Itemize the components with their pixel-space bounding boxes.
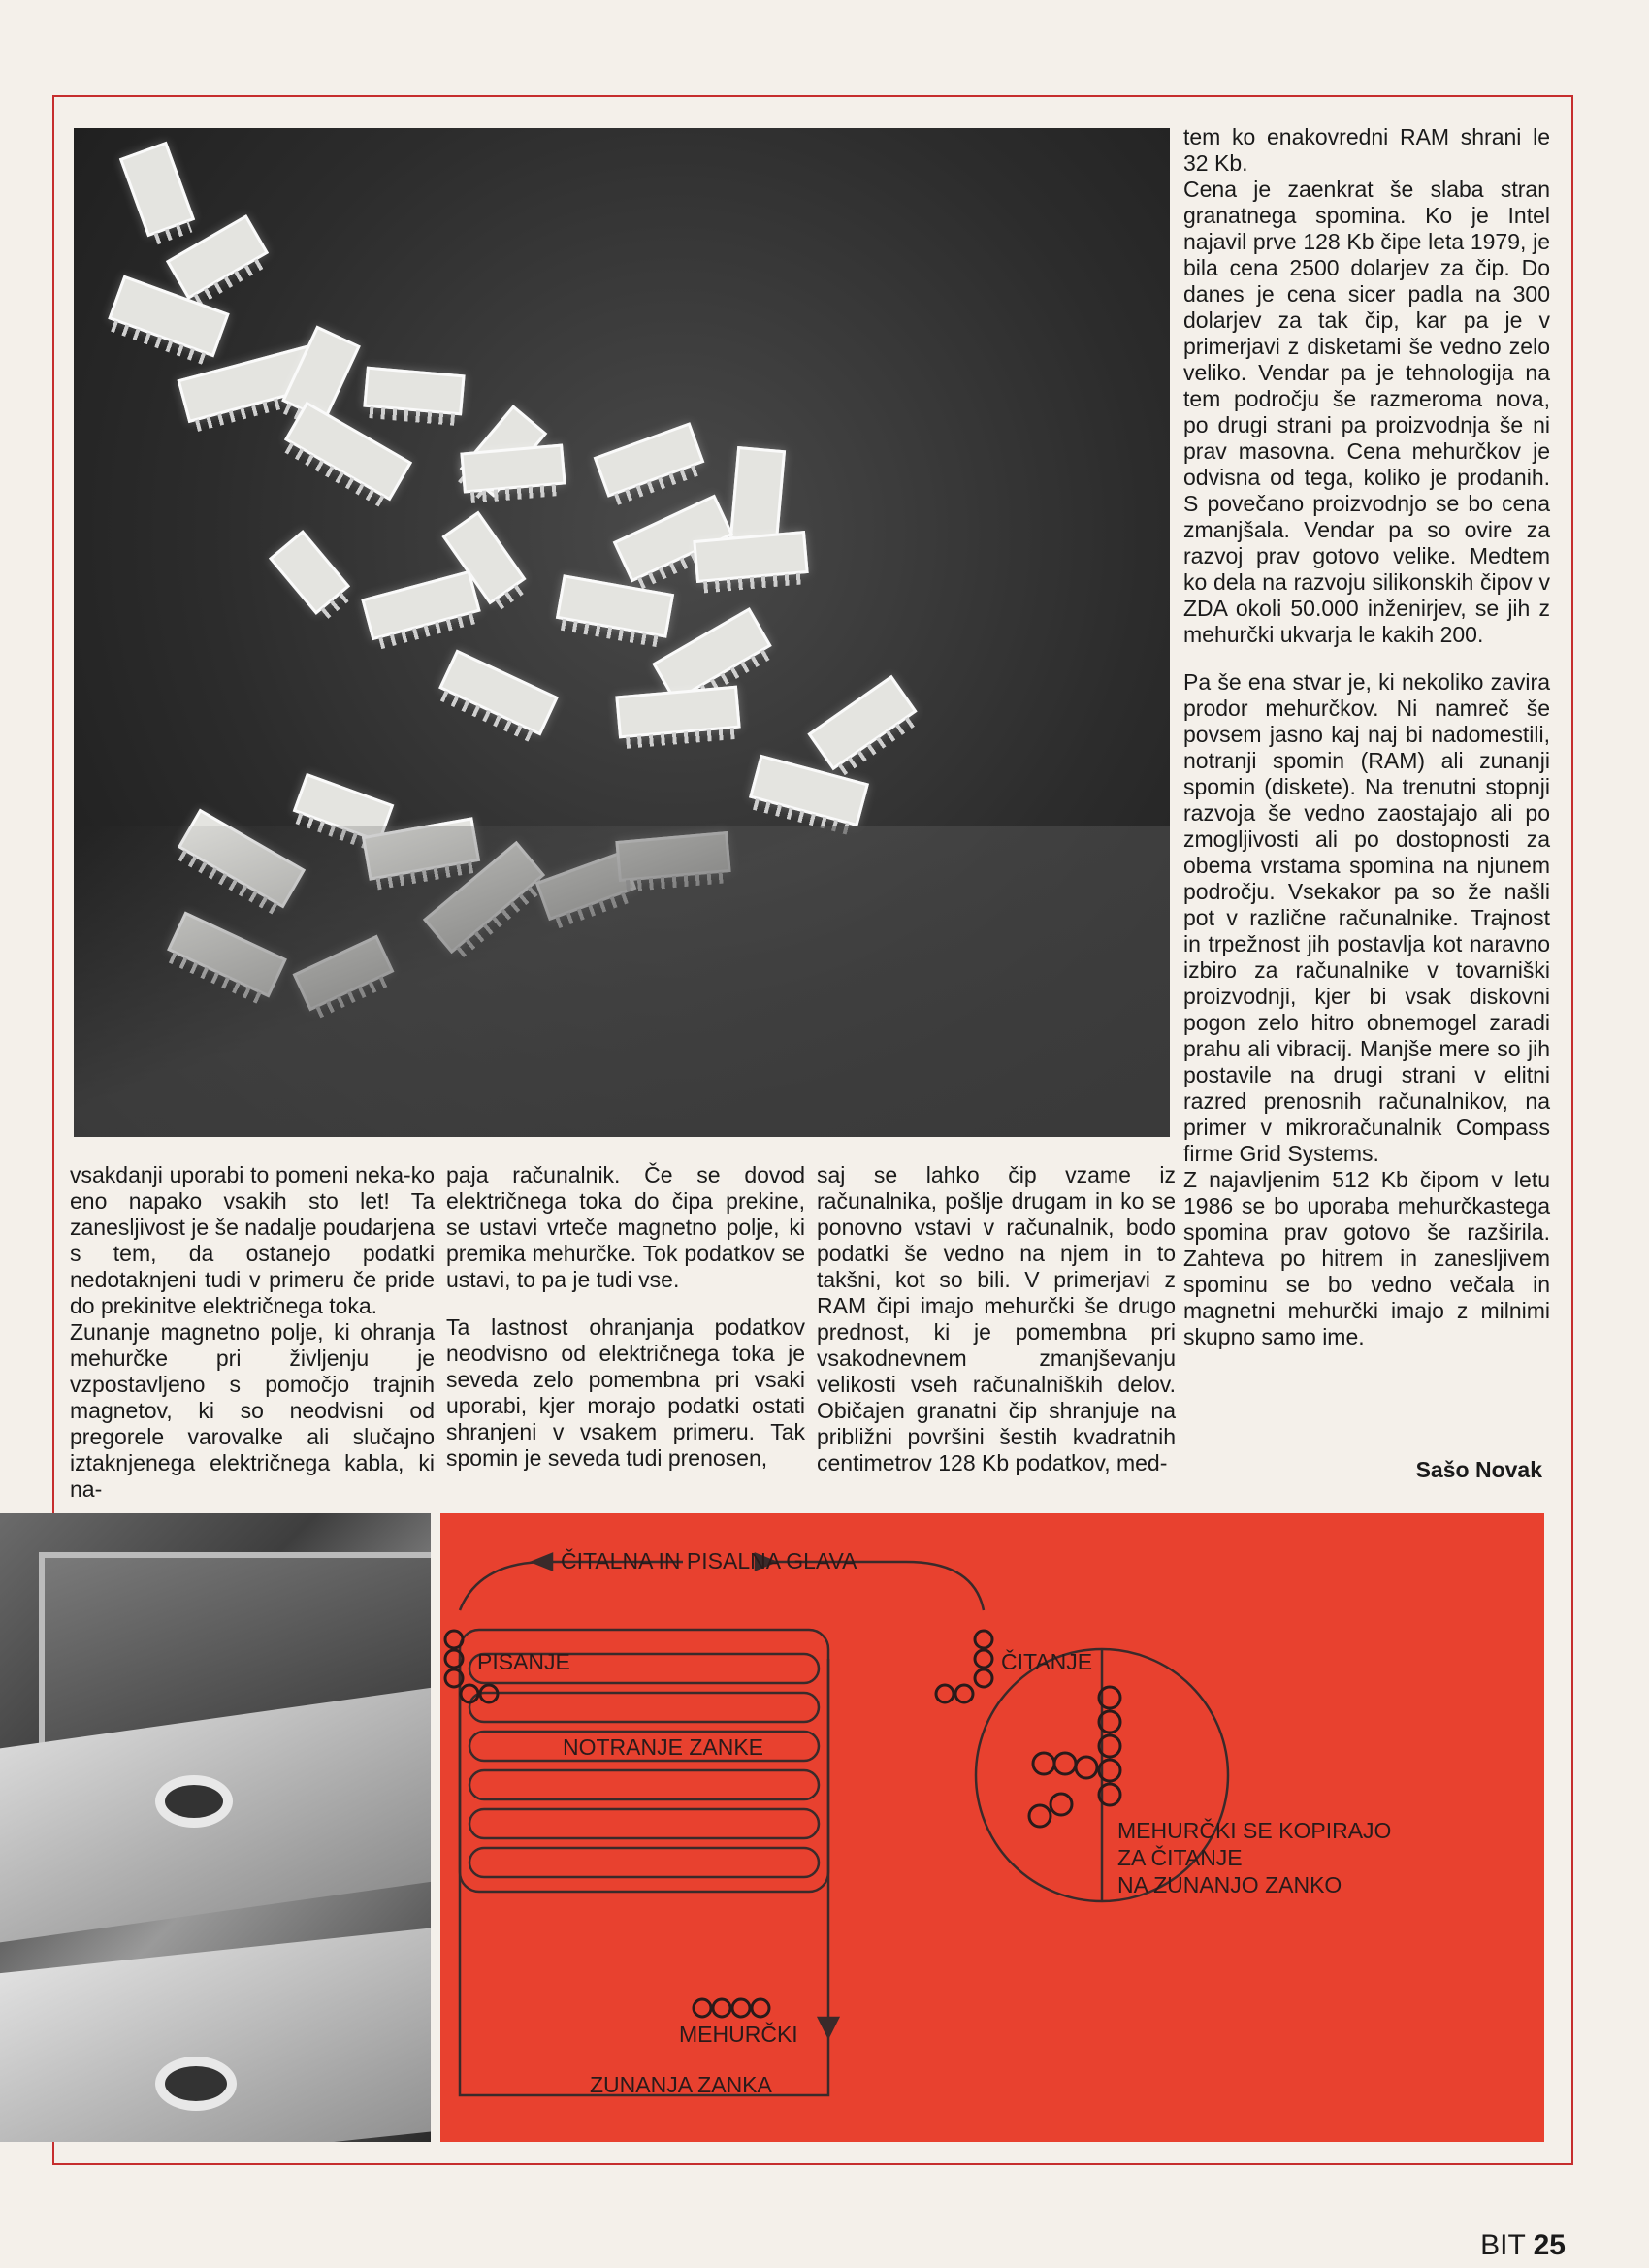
bubbles-label: MEHURČKI (679, 2022, 798, 2047)
chips-photo (74, 128, 1170, 1137)
paragraph: saj se lahko čip vzame iz računalnika, pošlje drugam in ko se ponovno vstavi v računalnik, bodo podatki še vedno na njem in to takšni, kot so bili. V primerjavi z RAM čipi imajo mehurčki še drugo prednost, ki je pomembna pri vsakodnevnem zmanjševanju velikosti vseh računalniških delov. Običajen granatni čip shranjuje na približni površini šestih kvadratnih centimetrov 128 Kb podatkov, med- (817, 1162, 1176, 1475)
write-label: PISANJE (477, 1649, 570, 1674)
paragraph: vsakdanji uporabi to pomeni neka-ko eno napako vsakih sto let! Ta zanesljivost je še nadalje poudarjena s tem, da ostanejo podatki nedotaknjeni tudi v primeru če pride do prekinitve električnega toka. Zunanje magnetno polje, ki ohranja mehurčke pri življenju je vzpostavljeno s pomočjo trajnih magnetov, ki so neodvisni od pregorele varovalke ali slučajno iztaknjenega električnega kabla, ki na- (70, 1162, 435, 1502)
author-name: Sašo Novak (1415, 1457, 1542, 1482)
magazine-name: BIT (1480, 2229, 1526, 2261)
page-number: 25 (1533, 2229, 1566, 2261)
bubble-memory-diagram (440, 1513, 1544, 2142)
read-label: ČITANJE (1001, 1649, 1093, 1674)
head-label: ČITALNA IN PISALNA GLAVA (561, 1548, 857, 1573)
article-column-3 (817, 1162, 1176, 1498)
floppy-disk-photo (0, 1513, 431, 2142)
outer-loop-label: ZUNANJA ZANKA (590, 2072, 772, 2097)
inner-loops-label: NOTRANJE ZANKE (563, 1734, 764, 1760)
page-footer (1480, 2229, 1566, 2262)
paragraph: paja računalnik. Če se dovod električnega toka do čipa prekine, se ustavi vrteče magnetno polje, ki premika mehurčke. Tok podatkov se ustavi, to pa je tudi vse. (446, 1162, 805, 1292)
copy-label-line-1: MEHURČKI SE KOPIRAJO (1117, 1818, 1392, 1843)
copy-label-line-3: NA ZUNANJO ZANKO (1117, 1872, 1342, 1897)
paragraph: Pa še ena stvar je, ki nekoliko zavira prodor mehurčkov. Ni namreč še povsem jasno kaj naj bi nadomestili, notranji spomin (RAM) ali zunanji spomin (diskete). Na trenutni stopnji razvoja še vedno zaostajajo ali po zmogljivosti ali po dostopnosti za obema vrstama spomina na njunem področju. Vsekakor pa so že našli pot v različne računalnike. Trajnost in trpežnost jih postavlja kot naravno izbiro za računalnike v tovarniški proizvodnji, kjer bi vsak diskovni pogon zelo hitro obnemogel zaradi prahu ali vibracij. Manjše mere so jih postavile na drugi strani v elitni razred prenosnih računalnikov, na primer v mikroračunalnik Compass firme Grid Systems. Z najavljenim 512 Kb čipom v letu 1986 se bo uporaba mehurčkastega spomina prav gotovo še razširila. Zahteva po hitrem in zanesljivem spominu se bo vedno večala in magnetni mehurčki imajo z milnimi skupno samo ime. (1183, 669, 1550, 1349)
article-column-2 (446, 1162, 805, 1493)
copy-label-line-2: ZA ČITANJE (1117, 1845, 1243, 1870)
article-column-1 (70, 1162, 435, 1524)
article-column-right (1183, 124, 1550, 1372)
paragraph: Ta lastnost ohranjanja podatkov neodvisno od električnega toka je seveda zelo pomembna pri vsaki uporabi, kjer morajo podatki ostati shranjeni v vsakem primeru. Tak spomin je seveda tudi prenosen, (446, 1314, 805, 1471)
paragraph: tem ko enakovredni RAM shrani le 32 Kb. Cena je zaenkrat še slaba stran granatnega spomina. Ko je Intel najavil prve 128 Kb čipe leta 1979, je bila cena 2500 dolarjev za čip. Do danes je cena sicer padla na 300 dolarjev za tak čip, kar pa je v primerjavi z disketami še vedno zelo veliko. Vendar pa je tehnologija na tem področju še razmeroma nova, po drugi strani pa proizvodnja še ni prav masovna. Cena mehurčkov je odvisna od tega, koliko je prodanih. S povečano proizvodnjo se bo cena zmanjšala. Vendar pa so ovire za razvoj prav gotovo velike. Medtem ko dela na razvoju silikonskih čipov v ZDA okoli 50.000 inženirjev, se jih z mehurčki ukvarja le kakih 200. (1183, 124, 1550, 647)
